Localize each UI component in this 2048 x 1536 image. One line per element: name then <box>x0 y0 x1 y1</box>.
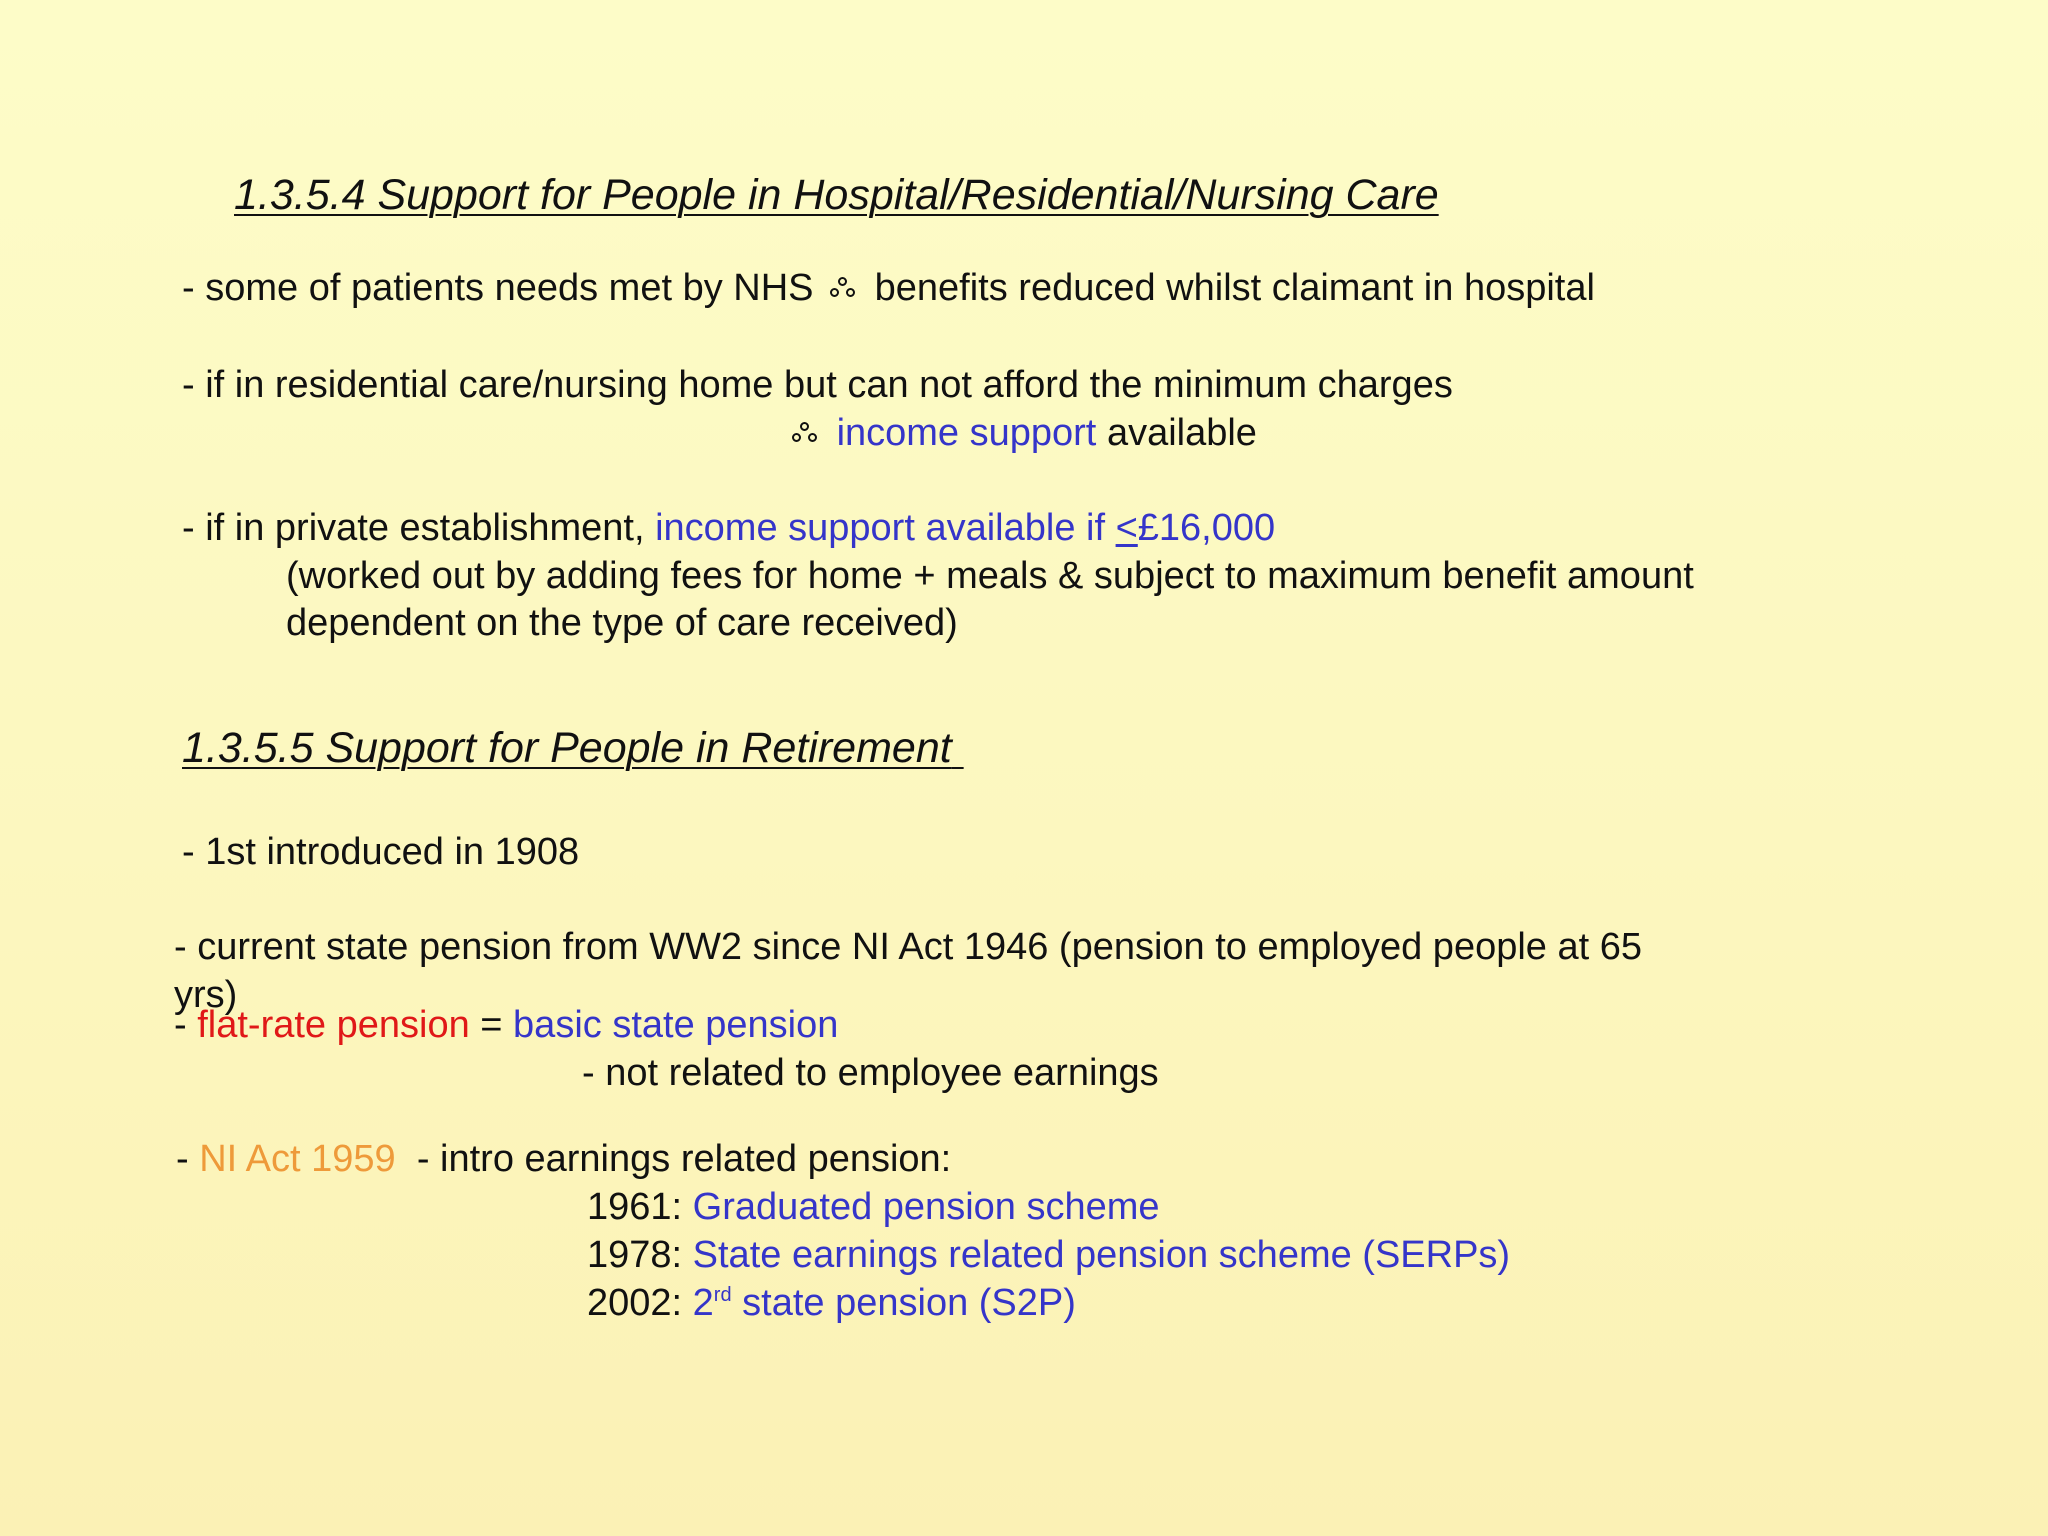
bullet-residential-line1: - if in residential care/nursing home but can not afford the minimum charges <box>182 364 1453 406</box>
timeline-1978 <box>587 1232 1510 1278</box>
flat-rate-pension: flat-rate pension <box>197 1004 470 1046</box>
section1-heading: 1.3.5.4 Support for People in Hospital/Residential/Nursing Care <box>234 171 1439 219</box>
bullet-nhs-suffix: benefits reduced whilst claimant in hospital <box>874 267 1595 309</box>
current-pension-line2: yrs) <box>174 974 238 1016</box>
income-support-link: income support <box>836 412 1097 454</box>
timeline-year: 1961: <box>587 1186 683 1228</box>
bullet-nhs-prefix: - some of patients needs met by NHS <box>182 267 814 309</box>
bullet-residential-line2 <box>786 410 1257 456</box>
available-text: available <box>1106 412 1257 454</box>
timeline-label: Graduated pension scheme <box>692 1186 1160 1228</box>
therefore-icon <box>828 275 858 301</box>
therefore-icon <box>790 420 820 446</box>
timeline-label: state pension (S2P) <box>742 1282 1076 1324</box>
ni-act-1959: NI Act 1959 <box>199 1138 396 1180</box>
intro-1908: - 1st introduced in 1908 <box>182 831 580 873</box>
threshold-amount: £16,000 <box>1137 507 1276 549</box>
bullet-nhs-needs <box>182 265 1595 311</box>
bullet-private-establishment <box>182 505 1275 551</box>
timeline-year: 2002: <box>587 1282 683 1324</box>
ni-intro: - intro earnings related pension: <box>416 1138 952 1180</box>
flat-rate-line <box>174 1002 838 1048</box>
timeline-1961 <box>587 1184 1160 1230</box>
section2-heading-text: 1.3.5.5 Support for People in Retirement <box>182 724 952 772</box>
current-pension-line1: - current state pension from WW2 since NI Act 1946 (pension to employed people at 65 <box>174 926 1642 968</box>
basic-state-pension: basic state pension <box>513 1004 839 1046</box>
ni-dash: - <box>176 1138 189 1180</box>
equals-sign: = <box>480 1004 503 1046</box>
private-prefix: - if in private establishment, <box>182 507 645 549</box>
not-related-line: - not related to employee earnings <box>582 1052 1159 1094</box>
ni-act-line <box>176 1136 951 1182</box>
section2-heading <box>182 723 964 773</box>
flat-dash: - <box>174 1004 187 1046</box>
less-equal-symbol: < <box>1115 507 1138 549</box>
ordinal-number: 2 <box>692 1282 714 1324</box>
timeline-2002 <box>587 1280 1076 1326</box>
timeline-year: 1978: <box>587 1234 683 1276</box>
timeline-label: State earnings related pension scheme (SERPs) <box>692 1234 1511 1276</box>
private-detail-line2: dependent on the type of care received) <box>286 602 958 644</box>
timeline-ordinal <box>693 1282 732 1324</box>
private-detail-line1: (worked out by adding fees for home + meals & subject to maximum benefit amount <box>286 555 1694 597</box>
ordinal-suffix: rd <box>713 1284 732 1306</box>
private-highlight: income support available if <box>655 507 1106 549</box>
